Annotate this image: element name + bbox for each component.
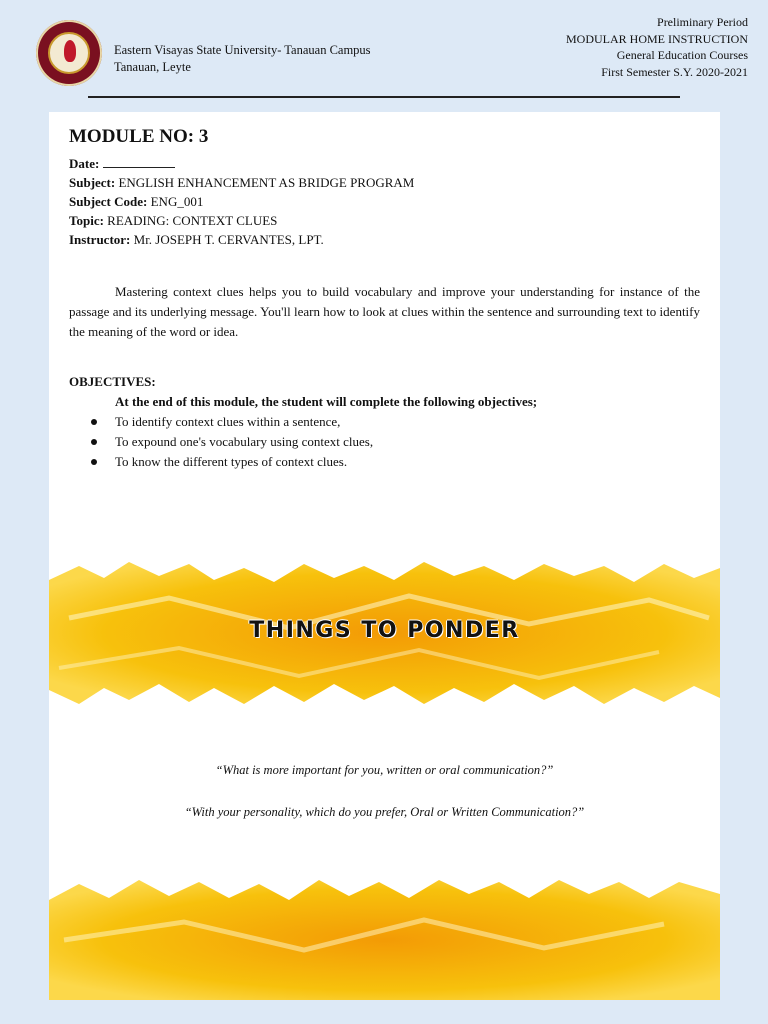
- quote-2: “With your personality, which do you prefer, Oral or Written Communication?”: [184, 805, 585, 819]
- objectives-heading: OBJECTIVES:: [69, 374, 156, 389]
- subject-label: Subject:: [69, 175, 116, 190]
- program: MODULAR HOME INSTRUCTION: [566, 31, 748, 46]
- semester: First Semester S.Y. 2020-2021: [601, 64, 748, 79]
- ponder-banner: [49, 558, 720, 708]
- period: Preliminary Period: [657, 15, 748, 29]
- period-info: [566, 14, 748, 80]
- university-info: [114, 42, 371, 76]
- code-value: ENG_001: [150, 194, 204, 209]
- list-item: To expound one's vocabulary using context clues,: [115, 432, 700, 452]
- subject-value: ENGLISH ENHANCEMENT AS BRIDGE PROGRAM: [118, 175, 415, 190]
- header-divider: [88, 96, 680, 98]
- topic-value: READING: CONTEXT CLUES: [107, 213, 278, 228]
- intro-paragraph: Mastering context clues helps you to build vocabulary and improve your understanding for instance of the passage and its underlying message. You'll learn how to look at clues within the sentence and surrounding text to identify the meaning of the word or idea.: [69, 284, 700, 339]
- list-item: To identify context clues within a sentence,: [115, 412, 700, 432]
- bullet-icon: [91, 419, 97, 425]
- instructor-label: Instructor:: [69, 232, 131, 247]
- date-label: Date:: [69, 156, 100, 171]
- courses: General Education Courses: [616, 48, 748, 62]
- instructor-value: Mr. JOSEPH T. CERVANTES, LPT.: [133, 232, 324, 247]
- brush-stroke-graphic: [49, 870, 720, 1000]
- ponder-title: THINGS TO PONDER: [249, 618, 520, 643]
- objectives-lead: At the end of this module, the student will complete the following objectives;: [115, 394, 538, 409]
- quote-1: “What is more important for you, written or oral communication?”: [215, 763, 554, 777]
- module-meta: [69, 154, 700, 249]
- university-seal-icon: [36, 20, 102, 86]
- topic-label: Topic:: [69, 213, 104, 228]
- code-label: Subject Code:: [69, 194, 148, 209]
- document-header: [0, 0, 768, 110]
- objectives-list: [69, 412, 700, 472]
- footer-banner: [49, 870, 720, 1000]
- bullet-icon: [91, 439, 97, 445]
- university-location: Tanauan, Leyte: [114, 60, 191, 74]
- ponder-quotes: [49, 760, 720, 844]
- bullet-icon: [91, 459, 97, 465]
- module-title: MODULE NO: 3: [69, 126, 209, 147]
- module-content: [69, 126, 700, 472]
- list-item: To know the different types of context clues.: [115, 452, 700, 472]
- objectives-section: [69, 372, 700, 472]
- university-name: Eastern Visayas State University- Tanauan Campus: [114, 43, 371, 57]
- module-page: [49, 112, 720, 1000]
- date-blank: [103, 156, 175, 168]
